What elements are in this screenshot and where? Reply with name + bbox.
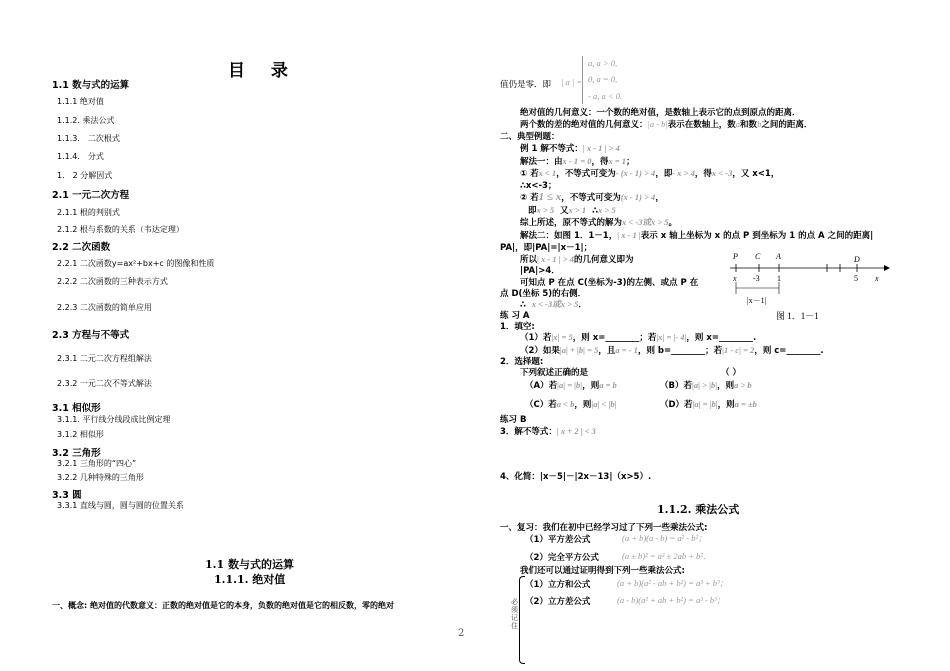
text-line: ∴x<-3； <box>520 181 557 191</box>
toc-subsection[interactable]: 3.3.1 直线与圆，圆与圆的位置关系 <box>57 501 184 510</box>
tick-label: 5 <box>854 274 858 283</box>
toc-subsection[interactable]: 2.1.1 根的判别式 <box>57 208 120 217</box>
formula-line: （1）立方和公式 <box>525 580 591 590</box>
toc-subsection[interactable]: 3.1.1. 平行线分线段成比例定理 <box>57 415 171 424</box>
text-line: 解法一：由x - 1 = 0，得x = 1； <box>520 156 635 167</box>
text-line: 2．选择题: <box>500 357 544 367</box>
text-line: 值仍是零．即 <box>500 80 552 90</box>
formula-line: （2）完全平方公式 <box>525 553 599 563</box>
text-line: 一、复习：我们在初中已经学习过了下列一些乘法公式: <box>500 523 708 533</box>
formula: 0, a = 0, <box>588 74 618 84</box>
toc-subsection[interactable]: 2.2.2 二次函数的三种表示方式 <box>57 277 168 286</box>
toc-subsection[interactable]: 2.2.3 二次函数的简单应用 <box>57 303 152 312</box>
text-line: 点 D(坐标 5)的右侧． <box>500 289 587 299</box>
text-line: 1．填空: <box>500 322 535 332</box>
side-note: 必须记住 <box>511 598 518 630</box>
formula: (a - b)(a² + ab + b²) = a³ - b³； <box>617 595 726 605</box>
text-line: 下列叙述正确的是 <box>520 368 589 378</box>
page-number: 2 <box>458 628 465 639</box>
arrow-head <box>884 265 890 271</box>
tick-label: x <box>733 274 737 283</box>
text-line: 4、化简：|x－5|－|2x－13|（x>5）. <box>500 472 652 482</box>
number-line-figure <box>722 248 892 310</box>
text-line: PA|，即|PA|=|x－1|； <box>500 243 593 253</box>
label-D: D <box>854 255 860 264</box>
option-b: （B）若|a| > |b|，则a > b <box>660 380 752 391</box>
toc-subsection[interactable]: 3.2.2 几种特殊的三角形 <box>57 473 144 482</box>
toc-subsection[interactable]: 1． 2 分解因式 <box>57 171 113 180</box>
option-c: （C）若a < b，则|a| < |b| <box>525 399 617 410</box>
tick-label: 1 <box>777 274 781 283</box>
text-line: 可知点 P 在点 C(坐标为-3)的左侧、或点 P 在 <box>520 278 699 288</box>
text-line: |PA|>4． <box>520 266 560 276</box>
toc-subsection[interactable]: 1.1.4． 分式 <box>57 152 104 161</box>
text-line: 即x > 5 又x > 1 ∴x > 5 <box>528 205 616 216</box>
text-line: ① 若x < 1，不等式可变为- (x - 1) > 4，即- x > 4，得x < -3，又 x<1， <box>520 168 780 179</box>
text-line: 综上所述，原不等式的解为x < -3或x > 5。 <box>520 217 678 228</box>
toc-subsection[interactable]: 2.3.1 二元二次方程组解法 <box>57 354 152 363</box>
text-line: 3．解不等式：| x + 2 | < 3 <box>500 426 596 437</box>
text-line: ② 若1 ≤ x，不等式可变为(x - 1) > 4， <box>520 191 664 203</box>
toc-section[interactable]: 2.1 一元二次方程 <box>52 190 130 201</box>
chapter-heading: 1.1 数与式的运算 <box>205 558 294 571</box>
toc-subsection[interactable]: 3.1.2 相似形 <box>57 430 104 439</box>
toc-subsection[interactable]: 1.1.3． 二次根式 <box>57 134 120 143</box>
text-line: 我们还可以通过证明得到下列一些乘法公式: <box>520 566 685 576</box>
toc-section[interactable]: 3.3 圆 <box>52 490 82 501</box>
toc-section[interactable]: 3.2 三角形 <box>52 448 101 459</box>
tick-label: x <box>875 274 879 283</box>
toc-section[interactable]: 2.2 二次函数 <box>52 242 111 253</box>
label-C: C <box>755 252 761 261</box>
concept-paragraph: 一、概念: 绝对值的代数意义：正数的绝对值是它的本身，负数的绝对值是它的相反数，零的绝对 <box>52 601 394 610</box>
formula: (a + b)(a - b) = a² - b²； <box>622 533 707 543</box>
label-P: P <box>733 252 738 261</box>
formula: (a ± b)² = a² ± 2ab + b²． <box>622 551 712 561</box>
toc-subsection[interactable]: 1.1.2. 乘法公式 <box>57 116 115 125</box>
text-line: 二、典型例题： <box>500 132 560 142</box>
formula: (a + b)(a² - ab + b²) = a³ + b³； <box>617 578 729 588</box>
text-line: 例 1 解不等式：| x - 1 | > 4 <box>520 143 620 154</box>
toc-subsection[interactable]: 2.1.2 根与系数的关系（韦达定理） <box>57 225 184 234</box>
distance-label: |x－1| <box>747 296 767 305</box>
exercise-heading: 练习 B <box>500 415 527 425</box>
formula: a, a > 0, <box>588 58 618 68</box>
toc-subsection[interactable]: 1.1.1 绝对值 <box>57 97 104 106</box>
text-line: 解法二：如图 1．1－1，| x - 1 |表示 x 轴上坐标为 x 的点 P 到坐标为 1 的点 A 之间的距离| <box>520 230 874 241</box>
toc-subsection[interactable]: 2.3.2 一元二次不等式解法 <box>57 379 152 388</box>
answer-paren: （ ） <box>721 368 741 378</box>
toc-section[interactable]: 1.1 数与式的运算 <box>52 80 130 91</box>
toc-subsection[interactable]: 2.2.1 二次函数y=ax²+bx+c 的图像和性质 <box>57 259 215 268</box>
brace <box>582 56 587 104</box>
section-heading: 1.1.2. 乘法公式 <box>657 503 740 516</box>
option-a: （A）若|a| = |b|，则a = b <box>525 380 617 391</box>
toc-subsection[interactable]: 3.2.1 三角形的“四心” <box>57 459 137 468</box>
text-line: 所以| x - 1 | > 4的几何意义即为 <box>520 254 634 265</box>
label-A: A <box>776 252 781 261</box>
brace <box>519 576 525 664</box>
formula: | a | = <box>561 77 583 87</box>
toc-section[interactable]: 2.3 方程与不等式 <box>52 330 130 341</box>
text-line: （1）若|x| = 5，则 x=________；若|x| = |- 4|，则 x=________. <box>520 332 757 343</box>
toc-title: 目 录 <box>228 61 298 81</box>
option-d: （D）若|a| = |b|，则a = ±b <box>660 399 757 410</box>
tick-label: -3 <box>753 274 760 283</box>
text-line: 绝对值的几何意义：一个数的绝对值，是数轴上表示它的点到原点的距离． <box>520 108 801 118</box>
exercise-heading: 练 习 A <box>500 311 530 321</box>
text-line: ∴ x < -3或x > 5． <box>520 299 587 310</box>
section-heading: 1.1.1. 绝对值 <box>214 573 286 586</box>
text-line: （2）如果|a| + |b| = 5，且a = - 1，则 b=________；若|1 - c| = 2，则 c=________. <box>520 345 824 356</box>
figure-caption: 图 1．1－1 <box>776 311 819 321</box>
toc-section[interactable]: 3.1 相似形 <box>52 403 101 414</box>
formula: - a, a < 0. <box>588 91 623 101</box>
formula-line: （2）立方差公式 <box>525 597 591 607</box>
formula-line: （1）平方差公式 <box>525 535 591 545</box>
text-line: 两个数的差的绝对值的几何意义：|a - b|表示在数轴上，数a和数b之间的距离． <box>520 119 813 130</box>
